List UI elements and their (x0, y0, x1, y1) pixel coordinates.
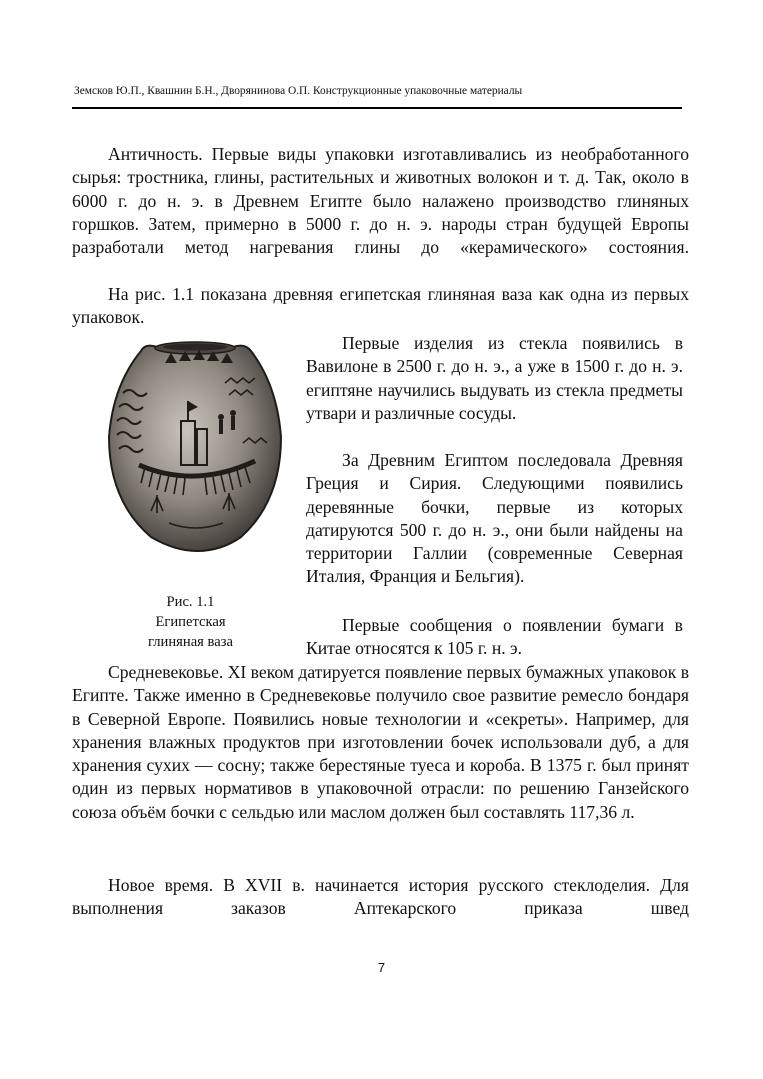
header-divider (72, 107, 682, 109)
paragraph-glass: Первые изделия из стекла появились в Вавилоне в 2500 г. до н. э., а уже в 1500 г. до н. э. египтяне научились выдувать из стекла предметы утвари и различные сосуды. (306, 333, 683, 423)
paragraph-paper: Первые сообщения о появлении бумаги в Китае относятся к 105 г. н. э. (306, 615, 683, 659)
running-header: Земсков Ю.П., Квашнин Б.Н., Дворянинова О.П. Конструкционные упаковочные материалы (74, 85, 523, 97)
figure-caption (118, 593, 263, 652)
egyptian-clay-vase-illustration (105, 333, 283, 553)
paragraph-middle-ages: Средневековье. XI веком датируется появление первых бумажных упаковок в Египте. Также именно в Средневековье получило свое развитие ремесло бондаря в Северной Европе. Появились новые технологии и «секреты». Например, для хранения влажных продуктов при изготовлении бочек использовали дуб, а для хранения сухих — сосну; также берестяные туеса и короба. В 1375 г. был принят один из первых нормативов в упаковочной отрасли: по решению Ганзейского союза объём бочки с сельдью или маслом должен был составлять 117,36 л. (72, 662, 689, 822)
page-number: 7 (377, 960, 386, 975)
figure-caption-line2: глиняная ваза (148, 633, 233, 650)
paragraph-modern-era: Новое время. В XVII в. начинается история русского стеклоделия. Для выполнения заказов Аптекарского приказа швед (72, 875, 689, 919)
figure-caption-line1: Египетская (155, 613, 226, 630)
paragraph-figure-reference: На рис. 1.1 показана древняя египетская глиняная ваза как одна из первых упаковок. (72, 284, 689, 328)
paragraph-greece-barrels: За Древним Египтом последовала Древняя Греция и Сирия. Следующими появились деревянные бочки, первые из которых датируются 500 г. до н. э., они были найдены на территории Галлии (современные Северная Италия, Франция и Бельгия). (306, 450, 683, 587)
paragraph-antiquity: Античность. Первые виды упаковки изготавливались из необработанного сырья: тростника, глины, растительных и животных волокон и т. д. Так, около в 6000 г. до н. э. в Древнем Египте было налажено производство глиняных горшков. Затем, примерно в 5000 г. до н. э. народы стран будущей Европы разработали метод нагревания глины до «керамического» состояния. (72, 144, 689, 258)
figure-caption-number: Рис. 1.1 (166, 594, 215, 610)
